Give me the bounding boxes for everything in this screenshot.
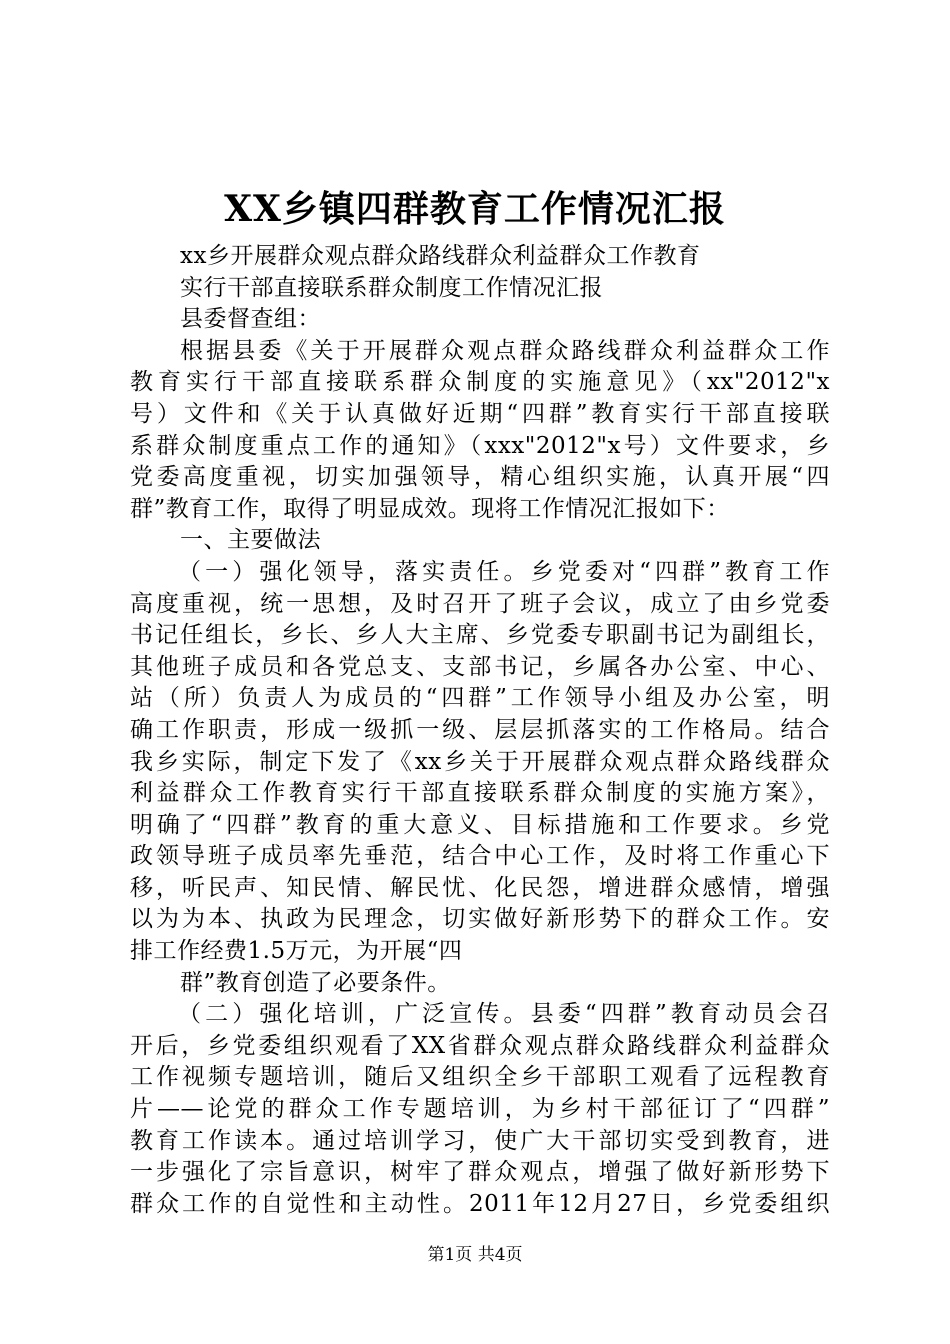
- body-line: 确工作职责，形成一级抓一级、层层抓落实的工作格局。结合: [130, 716, 830, 743]
- body-line: 工作视频专题培训，随后又组织全乡干部职工观看了远程教育: [130, 1064, 830, 1091]
- body-line: 号）文件和《关于认真做好近期“四群”教育实行干部直接联: [130, 400, 830, 427]
- body-line: 一、主要做法: [180, 527, 321, 554]
- body-line: 实行干部直接联系群众制度工作情况汇报: [180, 274, 603, 301]
- body-line: 根据县委《关于开展群众观点群众路线群众利益群众工作: [180, 337, 830, 364]
- body-line: 明确了“四群”教育的重大意义、目标措施和工作要求。乡党: [130, 811, 830, 838]
- body-line: 开后，乡党委组织观看了XX省群众观点群众路线群众利益群众: [130, 1032, 830, 1059]
- body-line: 群”教育创造了必要条件。: [180, 969, 451, 996]
- body-line: 高度重视，统一思想，及时召开了班子会议，成立了由乡党委: [130, 590, 830, 617]
- body-line: 排工作经费1.5万元，为开展“四: [130, 938, 463, 965]
- page-number-footer: 第1页 共4页: [427, 1245, 523, 1265]
- body-line: 站（所）负责人为成员的“四群”工作领导小组及办公室，明: [130, 685, 830, 712]
- body-line: 县委督查组：: [180, 306, 321, 333]
- body-line: 教育实行干部直接联系群众制度的实施意见》（xx"2012"x: [130, 369, 830, 396]
- body-line: 政领导班子成员率先垂范，结合中心工作，及时将工作重心下: [130, 843, 830, 870]
- body-line: 利益群众工作教育实行干部直接联系群众制度的实施方案》，: [130, 780, 830, 807]
- body-line: 群众工作的自觉性和主动性。2011年12月27日，乡党委组织: [130, 1190, 830, 1217]
- body-line: 以为为本、执政为民理念，切实做好新形势下的群众工作。安: [130, 906, 830, 933]
- document-title: XX乡镇四群教育工作情况汇报: [224, 188, 726, 230]
- body-line: 我乡实际，制定下发了《xx乡关于开展群众观点群众路线群众: [130, 748, 830, 775]
- body-line: 党委高度重视，切实加强领导，精心组织实施，认真开展“四: [130, 464, 830, 491]
- body-line: （二）强化培训，广泛宣传。县委“四群”教育动员会召: [178, 1001, 830, 1028]
- body-line: xx乡开展群众观点群众路线群众利益群众工作教育: [180, 243, 701, 269]
- body-line: 教育工作读本。通过培训学习，使广大干部切实受到教育，进: [130, 1127, 830, 1154]
- body-line: 其他班子成员和各党总支、支部书记，乡属各办公室、中心、: [130, 653, 830, 680]
- body-line: 群”教育工作，取得了明显成效。现将工作情况汇报如下：: [130, 495, 730, 522]
- body-line: 一步强化了宗旨意识，树牢了群众观点，增强了做好新形势下: [130, 1159, 830, 1186]
- document-body: [130, 241, 830, 1220]
- body-line: 系群众制度重点工作的通知》（xxx"2012"x号）文件要求，乡: [130, 432, 830, 459]
- body-line: 移，听民声、知民情、解民忧、化民怨，增进群众感情，增强: [130, 874, 830, 901]
- body-line: （一）强化领导，落实责任。乡党委对“四群”教育工作: [178, 558, 830, 585]
- body-line: 书记任组长，乡长、乡人大主席、乡党委专职副书记为副组长，: [130, 622, 830, 649]
- body-line: 片——论党的群众工作专题培训，为乡村干部征订了“四群”: [130, 1096, 830, 1123]
